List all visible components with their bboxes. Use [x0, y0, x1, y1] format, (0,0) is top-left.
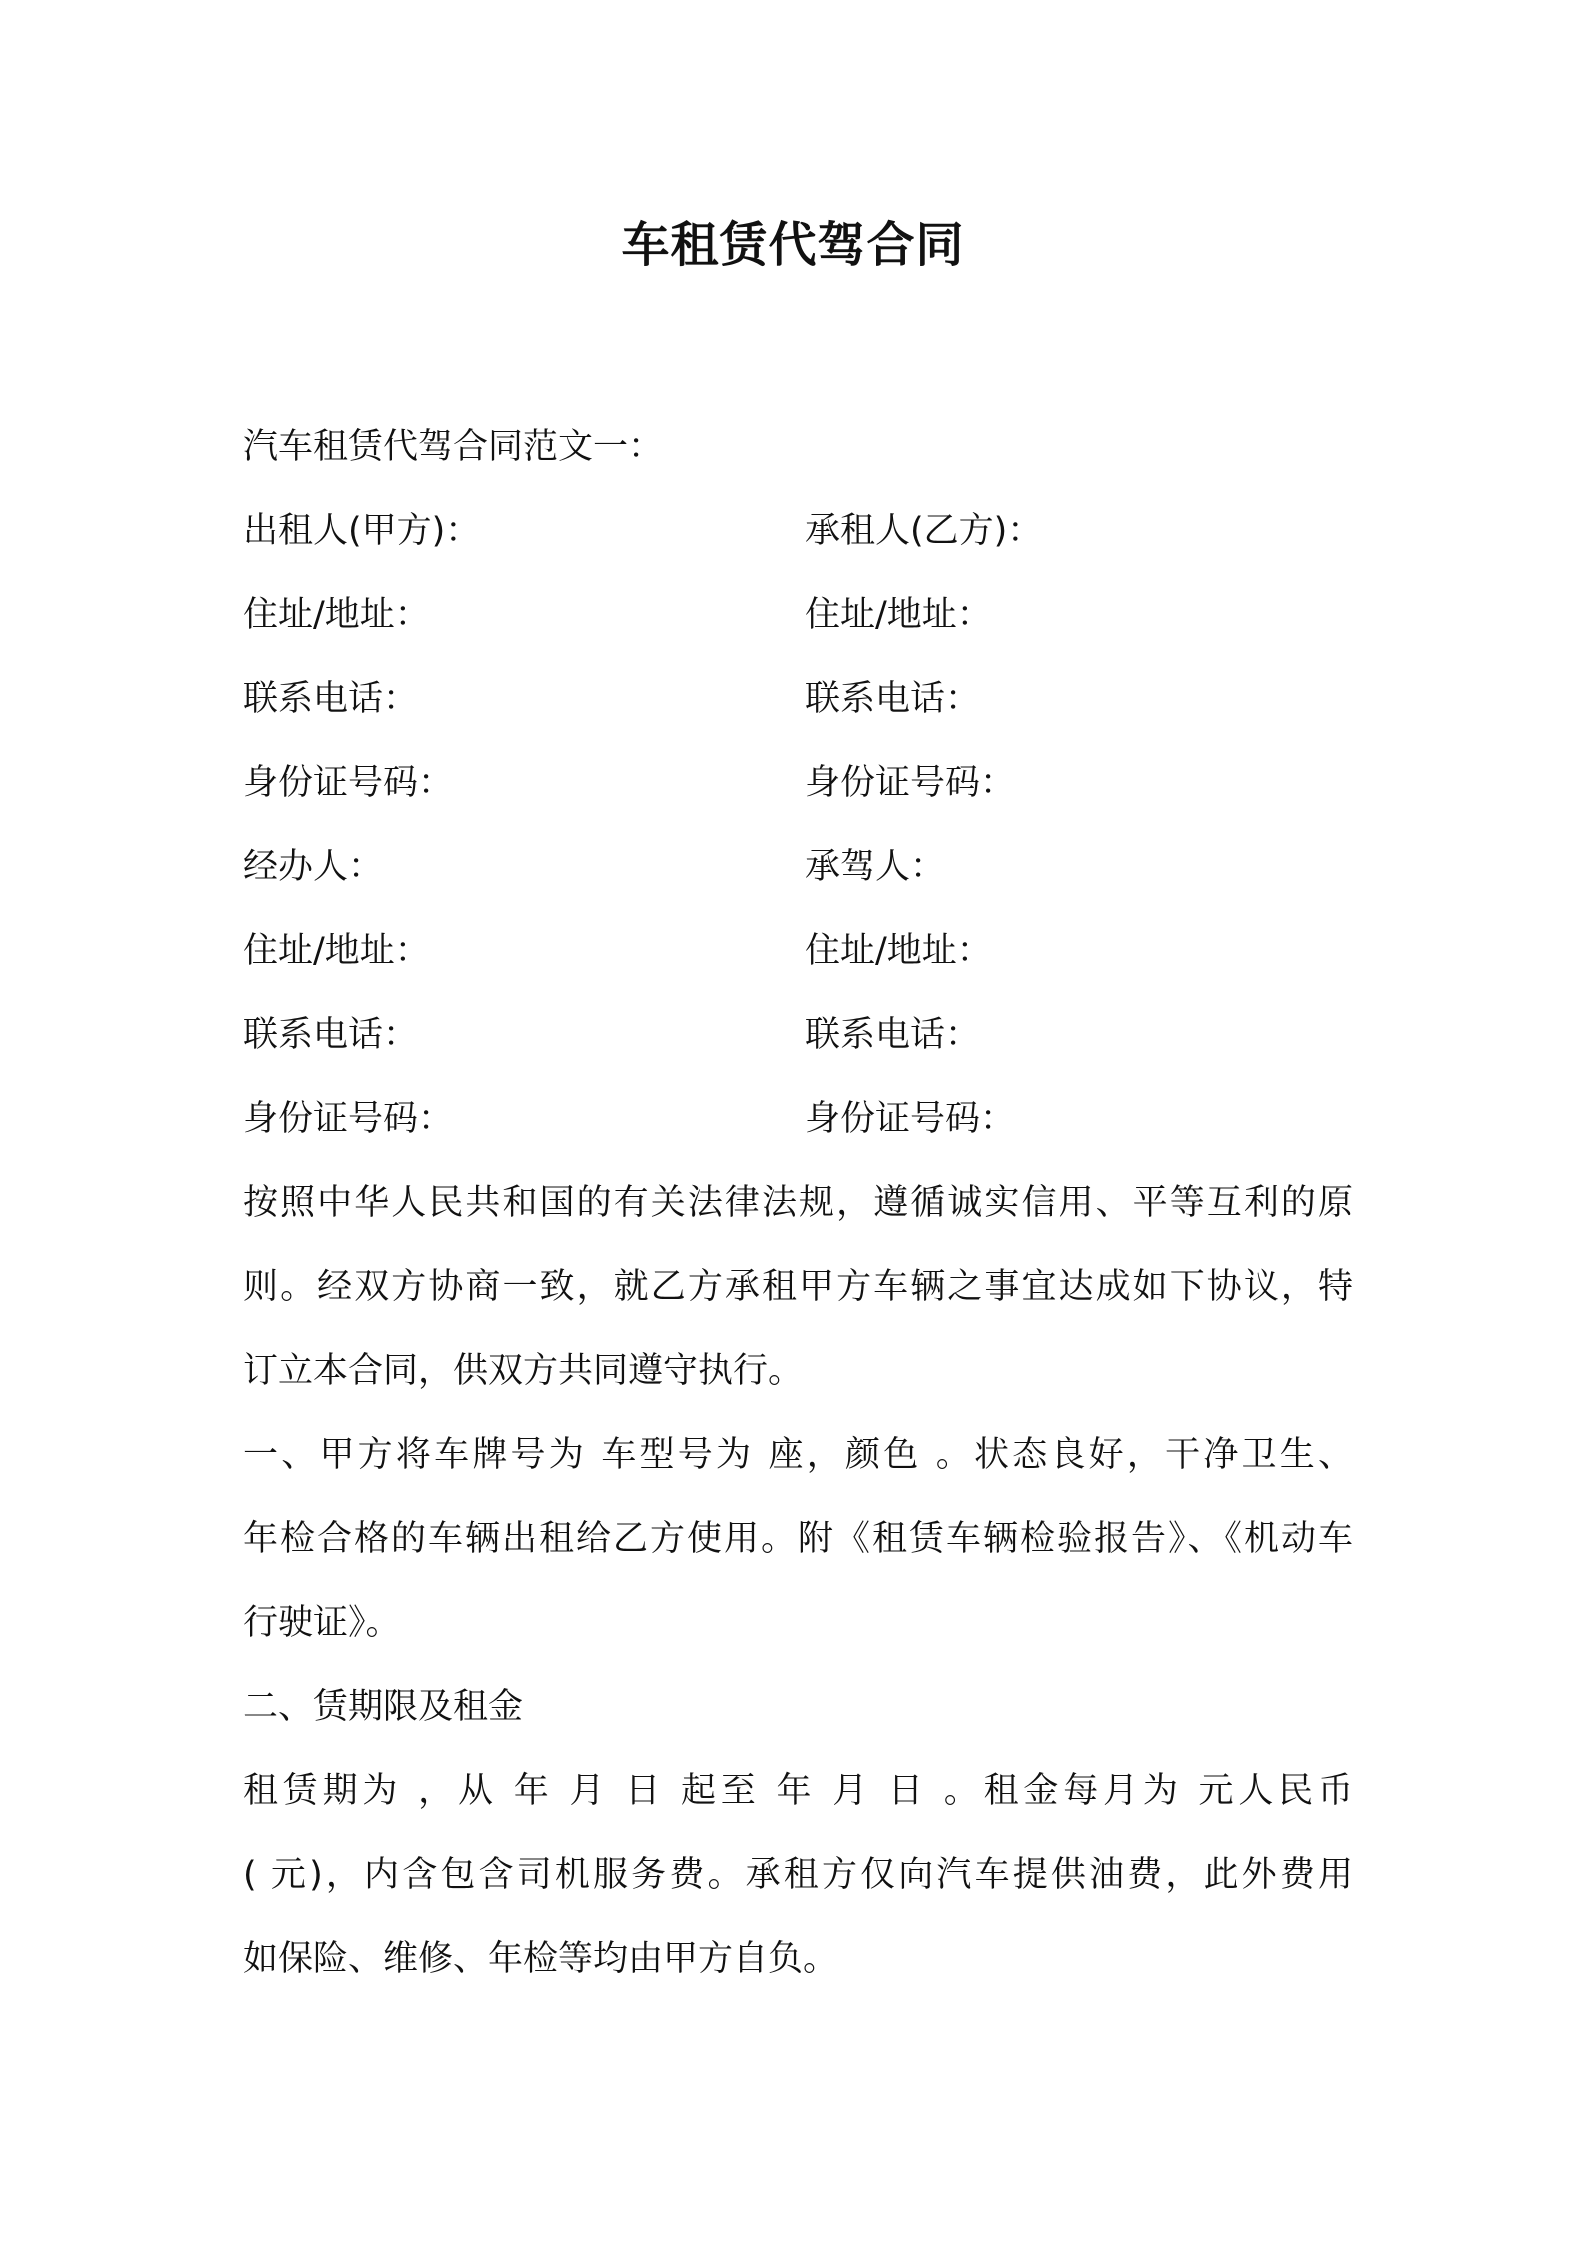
- intro-line: 汽车租赁代驾合同范文一：: [243, 427, 664, 467]
- party-a-address-label: 住址/地址：: [243, 595, 430, 635]
- party-a-id-label: 身份证号码：: [243, 763, 454, 803]
- agent-id-label: 身份证号码：: [243, 1099, 454, 1139]
- clause-1-line: 一、甲方将车牌号为 车型号为 座，颜色 。状态良好，干净卫生、: [243, 1435, 1353, 1475]
- party-b-id-label: 身份证号码：: [805, 763, 1016, 803]
- clause-1-line: 行驶证》。: [243, 1603, 401, 1643]
- clause-2-line: ( 元)，内含包含司机服务费。承租方仅向汽车提供油费，此外费用: [243, 1855, 1353, 1895]
- preamble-line: 按照中华人民共和国的有关法律法规，遵循诚实信用、平等互利的原: [243, 1183, 1353, 1223]
- party-a-label: 出租人(甲方)：: [243, 511, 481, 551]
- party-b-address-label: 住址/地址：: [805, 595, 992, 635]
- agent-address-label: 住址/地址：: [243, 931, 430, 971]
- party-row: [243, 909, 1353, 993]
- party-a-phone-label: 联系电话：: [243, 679, 419, 719]
- driver-id-label: 身份证号码：: [805, 1099, 1016, 1139]
- party-b-label: 承租人(乙方)：: [805, 511, 1043, 551]
- party-row: [243, 741, 1353, 825]
- party-row: [243, 1077, 1353, 1161]
- party-row: [243, 489, 1353, 573]
- driver-label: 承驾人：: [805, 847, 946, 887]
- party-b-phone-label: 联系电话：: [805, 679, 981, 719]
- party-row: [243, 573, 1353, 657]
- driver-address-label: 住址/地址：: [805, 931, 992, 971]
- clause-2-line: 租赁期为 ，从 年 月 日 起至 年 月 日 。租金每月为 元人民币: [243, 1771, 1353, 1811]
- clause-2-heading: 二、赁期限及租金: [243, 1687, 524, 1727]
- party-row: [243, 825, 1353, 909]
- clause-2-line: 如保险、维修、年检等均由甲方自负。: [243, 1939, 839, 1979]
- party-row: [243, 993, 1353, 1077]
- agent-label: 经办人：: [243, 847, 384, 887]
- party-row: [243, 657, 1353, 741]
- preamble-line: 订立本合同，供双方共同遵守执行。: [243, 1351, 804, 1391]
- preamble-line: 则。经双方协商一致，就乙方承租甲方车辆之事宜达成如下协议，特: [243, 1267, 1353, 1307]
- driver-phone-label: 联系电话：: [805, 1015, 981, 1055]
- clause-1-line: 年检合格的车辆出租给乙方使用。附《租赁车辆检验报告》、《机动车: [243, 1519, 1353, 1559]
- document-body: [243, 405, 1353, 2001]
- document-title: 车租赁代驾合同: [621, 217, 965, 273]
- agent-phone-label: 联系电话：: [243, 1015, 419, 1055]
